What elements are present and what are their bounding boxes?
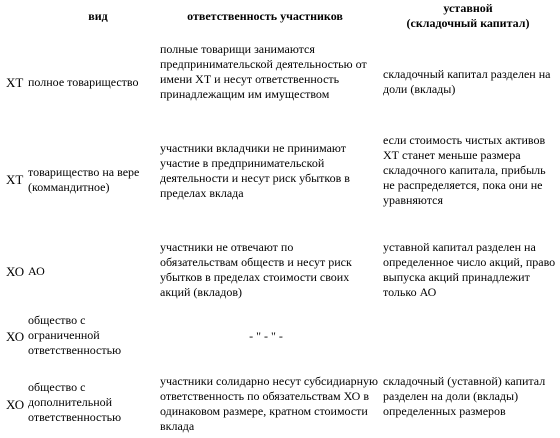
row4-abbr: ХО	[6, 329, 25, 344]
header-capital-line2: (складочный капитал)	[406, 16, 530, 30]
row5-abbr: ХО	[6, 397, 25, 412]
row2-name: товарищество на вере (коммандитное)	[28, 165, 140, 194]
header-liability: ответственность участников	[187, 9, 343, 23]
row1-abbr: ХТ	[6, 75, 24, 90]
row5-liability: участники солидарно несут субсидиарную ответственность по обязательствам ХО в одинаковом размере, кратном стоимости вклада	[160, 374, 379, 433]
row3-capital: уставной капитал разделен на определенное число акций, право выпуска акций принадлежит только АО	[383, 240, 556, 299]
header-type: вид	[88, 9, 108, 23]
header-capital	[380, 1, 556, 31]
row4-name: общество с ограниченной ответственностью	[28, 313, 122, 357]
row2-capital: если стоимость чистых активов ХТ станет меньше размера складочного капитала, прибыль не распределяется, пока они не уравняются	[383, 133, 546, 207]
row3-liability: участники не отвечают по обязательствам обществ и несут риск убытков в пределах стоимости своих акций (вкладов)	[160, 240, 352, 299]
row3-abbr: ХО	[6, 264, 25, 279]
row5-name: общество с дополнительной ответственностью	[28, 380, 122, 424]
row5-capital: складочный (уставной) капитал разделен на доли (вклады) определенных размеров	[383, 374, 546, 418]
row2-abbr: ХТ	[6, 172, 24, 187]
row1-capital: складочный капитал разделен на доли (вклады)	[383, 67, 551, 96]
row3-name: АО	[28, 264, 45, 278]
header-capital-line1: уставной	[443, 1, 493, 15]
row4-same-mark: - " - " -	[249, 329, 283, 343]
row1-name: полное товарищество	[28, 75, 139, 89]
row1-liability: полные товарищи занимаются предпринимательской деятельностью от имени ХТ и несут ответственность принадлежащим им имуществом	[160, 42, 367, 101]
row2-liability: участники вкладчики не принимают участие в предпринимательской деятельности и несут риск убытков в пределах вклада	[160, 141, 350, 200]
